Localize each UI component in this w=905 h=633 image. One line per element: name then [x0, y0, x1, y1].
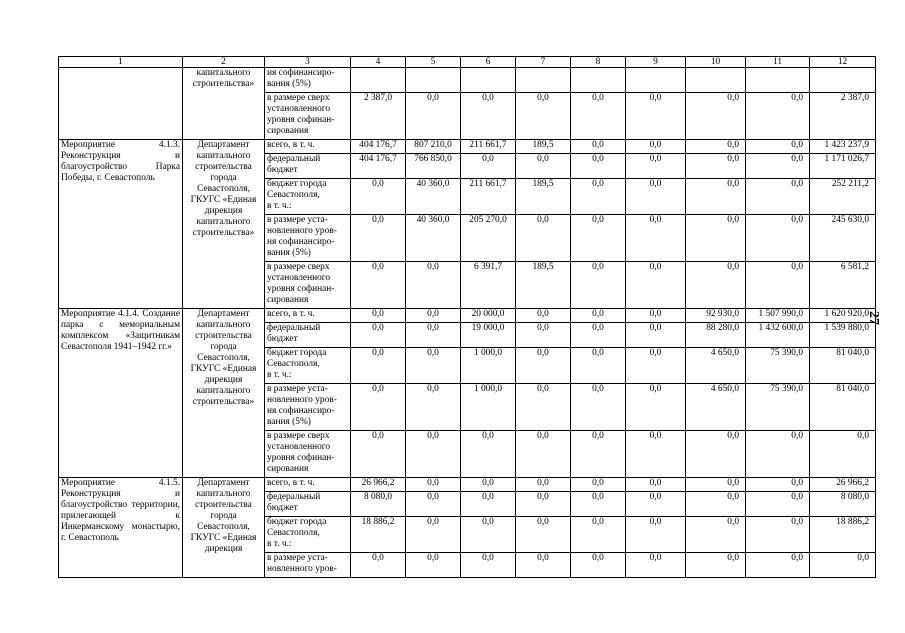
value-cell: 0,0 [746, 215, 810, 262]
value-cell: 0,0 [571, 517, 626, 553]
funding-source: в размере уста- новленного уров- [265, 553, 351, 578]
value-cell: 0,0 [406, 93, 461, 140]
funding-source: всего, в т. ч. [265, 140, 351, 154]
value-cell: 0,0 [626, 384, 686, 431]
executor-cell: капитального строительства» [183, 68, 265, 140]
value-cell: 0,0 [406, 517, 461, 553]
value-cell: 0,0 [626, 309, 686, 323]
value-cell: 0,0 [626, 553, 686, 578]
value-cell: 0,0 [746, 478, 810, 492]
measure-description: Мероприятие 4.1.5. Реконструкция и благоустройство территории, прилегающей к Инкерманскому монастырю, г. Севастополь [59, 478, 183, 578]
funding-source: всего, в т. ч. [265, 478, 351, 492]
value-cell [461, 68, 516, 93]
value-cell: 766 850,0 [406, 154, 461, 179]
funding-source: федеральный бюджет [265, 323, 351, 348]
value-cell: 0,0 [351, 262, 406, 309]
value-cell: 0,0 [516, 553, 571, 578]
value-cell: 19 000,0 [461, 323, 516, 348]
value-cell: 0,0 [686, 154, 746, 179]
funding-source: федеральный бюджет [265, 154, 351, 179]
value-cell: 0,0 [351, 384, 406, 431]
value-cell: 0,0 [686, 517, 746, 553]
value-cell: 0,0 [461, 93, 516, 140]
table-row [59, 140, 876, 154]
value-cell: 0,0 [626, 517, 686, 553]
value-cell: 252 211,2 [810, 179, 876, 215]
value-cell: 8 080,0 [810, 492, 876, 517]
value-cell: 0,0 [406, 323, 461, 348]
table-body [59, 57, 876, 578]
value-cell: 6 391,7 [461, 262, 516, 309]
funding-source: в размере сверх установленного уровня софинан- сирования [265, 431, 351, 478]
value-cell: 404 176,7 [351, 140, 406, 154]
value-cell: 26 966,2 [351, 478, 406, 492]
value-cell: 0,0 [626, 179, 686, 215]
value-cell: 0,0 [516, 384, 571, 431]
value-cell: 0,0 [686, 431, 746, 478]
funding-source: в размере сверх установленного уровня софинан- сирования [265, 93, 351, 140]
value-cell: 88 280,0 [686, 323, 746, 348]
value-cell: 0,0 [626, 140, 686, 154]
value-cell: 0,0 [571, 309, 626, 323]
value-cell: 0,0 [406, 492, 461, 517]
funding-source: в размере уста- новленного уров- ня софинансиро- вания (5%) [265, 384, 351, 431]
value-cell: 1 171 026,7 [810, 154, 876, 179]
value-cell: 0,0 [686, 215, 746, 262]
value-cell: 81 040,0 [810, 348, 876, 384]
value-cell: 0,0 [516, 309, 571, 323]
value-cell: 0,0 [686, 262, 746, 309]
measure-description [59, 68, 183, 140]
value-cell: 0,0 [461, 431, 516, 478]
value-cell: 75 390,0 [746, 384, 810, 431]
value-cell: 0,0 [571, 140, 626, 154]
funding-source: бюджет города Севастополя, в т. ч.: [265, 517, 351, 553]
value-cell: 0,0 [686, 478, 746, 492]
col-header: 11 [746, 57, 810, 68]
value-cell: 0,0 [626, 93, 686, 140]
value-cell: 205 270,0 [461, 215, 516, 262]
col-header: 2 [183, 57, 265, 68]
value-cell: 0,0 [351, 323, 406, 348]
col-header: 10 [686, 57, 746, 68]
value-cell: 189,5 [516, 140, 571, 154]
col-header: 12 [810, 57, 876, 68]
value-cell: 0,0 [351, 179, 406, 215]
value-cell: 2 387,0 [351, 93, 406, 140]
value-cell: 0,0 [626, 492, 686, 517]
value-cell: 0,0 [461, 154, 516, 179]
value-cell: 1 620 920,0 [810, 309, 876, 323]
value-cell: 0,0 [406, 431, 461, 478]
value-cell: 0,0 [351, 309, 406, 323]
value-cell: 0,0 [461, 478, 516, 492]
value-cell: 0,0 [626, 431, 686, 478]
value-cell: 0,0 [746, 553, 810, 578]
value-cell: 1 507 990,0 [746, 309, 810, 323]
value-cell [351, 68, 406, 93]
value-cell: 75 390,0 [746, 348, 810, 384]
value-cell: 0,0 [571, 384, 626, 431]
col-header: 6 [461, 57, 516, 68]
col-header: 1 [59, 57, 183, 68]
value-cell: 0,0 [571, 553, 626, 578]
value-cell: 211 661,7 [461, 179, 516, 215]
value-cell: 0,0 [746, 262, 810, 309]
value-cell: 0,0 [571, 262, 626, 309]
value-cell: 0,0 [626, 348, 686, 384]
value-cell: 0,0 [516, 348, 571, 384]
value-cell: 4 650,0 [686, 348, 746, 384]
value-cell: 0,0 [686, 492, 746, 517]
value-cell: 2 387,0 [810, 93, 876, 140]
table-row [59, 309, 876, 323]
value-cell [571, 68, 626, 93]
value-cell: 1 423 237,9 [810, 140, 876, 154]
value-cell: 0,0 [406, 553, 461, 578]
value-cell: 0,0 [571, 492, 626, 517]
value-cell: 0,0 [746, 140, 810, 154]
value-cell: 0,0 [746, 179, 810, 215]
value-cell: 26 966,2 [810, 478, 876, 492]
value-cell: 211 661,7 [461, 140, 516, 154]
col-header: 9 [626, 57, 686, 68]
value-cell: 0,0 [686, 179, 746, 215]
value-cell: 0,0 [406, 348, 461, 384]
funding-source: ия софинансиро- вания (5%) [265, 68, 351, 93]
executor-cell: Департамент капитального строительства города Севастополя, ГКУГС «Единая дирекция [183, 478, 265, 578]
value-cell: 0,0 [571, 215, 626, 262]
col-header: 4 [351, 57, 406, 68]
value-cell: 20 000,0 [461, 309, 516, 323]
value-cell: 0,0 [406, 384, 461, 431]
value-cell: 0,0 [626, 478, 686, 492]
executor-cell: Департамент капитального строительства города Севастополя, ГКУГС «Единая дирекция капитального строительства» [183, 309, 265, 478]
value-cell: 0,0 [516, 154, 571, 179]
value-cell: 0,0 [351, 553, 406, 578]
value-cell: 81 040,0 [810, 384, 876, 431]
value-cell: 0,0 [746, 154, 810, 179]
value-cell: 0,0 [516, 431, 571, 478]
value-cell: 0,0 [686, 93, 746, 140]
value-cell: 0,0 [571, 323, 626, 348]
value-cell: 18 886,2 [810, 517, 876, 553]
funding-source: в размере уста- новленного уров- ня софинансиро- вания (5%) [265, 215, 351, 262]
value-cell: 0,0 [746, 93, 810, 140]
value-cell: 0,0 [626, 262, 686, 309]
value-cell: 0,0 [516, 517, 571, 553]
value-cell: 4 650,0 [686, 384, 746, 431]
col-header: 5 [406, 57, 461, 68]
value-cell: 1 432 600,0 [746, 323, 810, 348]
measure-description: Мероприятие 4.1.4. Создание парка с мемориальным комплексом «Защитникам Севастополя 1941–1942 гг.» [59, 309, 183, 478]
value-cell: 0,0 [626, 323, 686, 348]
value-cell: 0,0 [746, 517, 810, 553]
funding-source: бюджет города Севастополя, в т. ч.: [265, 179, 351, 215]
value-cell: 0,0 [571, 431, 626, 478]
value-cell: 0,0 [686, 140, 746, 154]
value-cell: 0,0 [571, 93, 626, 140]
col-header: 8 [571, 57, 626, 68]
value-cell: 0,0 [516, 323, 571, 348]
funding-source: федеральный бюджет [265, 492, 351, 517]
value-cell: 0,0 [571, 154, 626, 179]
value-cell: 0,0 [810, 431, 876, 478]
value-cell: 0,0 [516, 215, 571, 262]
value-cell [810, 68, 876, 93]
value-cell: 1 539 880,0 [810, 323, 876, 348]
value-cell [516, 68, 571, 93]
value-cell: 0,0 [686, 553, 746, 578]
value-cell: 0,0 [351, 215, 406, 262]
value-cell: 0,0 [746, 431, 810, 478]
value-cell: 189,5 [516, 262, 571, 309]
value-cell [746, 68, 810, 93]
financing-table [58, 56, 876, 578]
value-cell: 0,0 [626, 154, 686, 179]
value-cell: 0,0 [351, 348, 406, 384]
value-cell: 245 630,0 [810, 215, 876, 262]
value-cell [626, 68, 686, 93]
value-cell: 0,0 [406, 478, 461, 492]
value-cell: 0,0 [461, 492, 516, 517]
value-cell: 0,0 [461, 517, 516, 553]
value-cell [406, 68, 461, 93]
value-cell: 0,0 [746, 492, 810, 517]
value-cell: 40 360,0 [406, 179, 461, 215]
value-cell: 0,0 [571, 348, 626, 384]
value-cell: 0,0 [810, 553, 876, 578]
value-cell: 0,0 [351, 431, 406, 478]
value-cell: 0,0 [516, 478, 571, 492]
table-row [59, 478, 876, 492]
value-cell: 0,0 [406, 309, 461, 323]
value-cell: 0,0 [406, 262, 461, 309]
value-cell: 40 360,0 [406, 215, 461, 262]
value-cell: 0,0 [626, 215, 686, 262]
value-cell: 6 581,2 [810, 262, 876, 309]
column-number-row [59, 57, 876, 68]
value-cell: 1 000,0 [461, 348, 516, 384]
value-cell: 0,0 [461, 553, 516, 578]
executor-cell: Департамент капитального строительства города Севастополя, ГКУГС «Единая дирекция капитального строительства» [183, 140, 265, 309]
value-cell: 404 176,7 [351, 154, 406, 179]
value-cell: 1 000,0 [461, 384, 516, 431]
value-cell [686, 68, 746, 93]
value-cell: 189,5 [516, 179, 571, 215]
col-header: 7 [516, 57, 571, 68]
funding-source: всего, в т. ч. [265, 309, 351, 323]
table-row [59, 68, 876, 93]
page-number: 27 [866, 311, 881, 325]
measure-description: Мероприятие 4.1.3. Реконструкция и благоустройство Парка Победы, г. Севастополь [59, 140, 183, 309]
value-cell: 0,0 [571, 478, 626, 492]
value-cell: 92 930,0 [686, 309, 746, 323]
value-cell: 0,0 [516, 492, 571, 517]
value-cell: 0,0 [516, 93, 571, 140]
value-cell: 0,0 [571, 179, 626, 215]
funding-source: бюджет города Севастополя, в т. ч.: [265, 348, 351, 384]
value-cell: 8 080,0 [351, 492, 406, 517]
col-header: 3 [265, 57, 351, 68]
value-cell: 807 210,0 [406, 140, 461, 154]
value-cell: 18 886,2 [351, 517, 406, 553]
funding-source: в размере сверх установленного уровня софинан- сирования [265, 262, 351, 309]
